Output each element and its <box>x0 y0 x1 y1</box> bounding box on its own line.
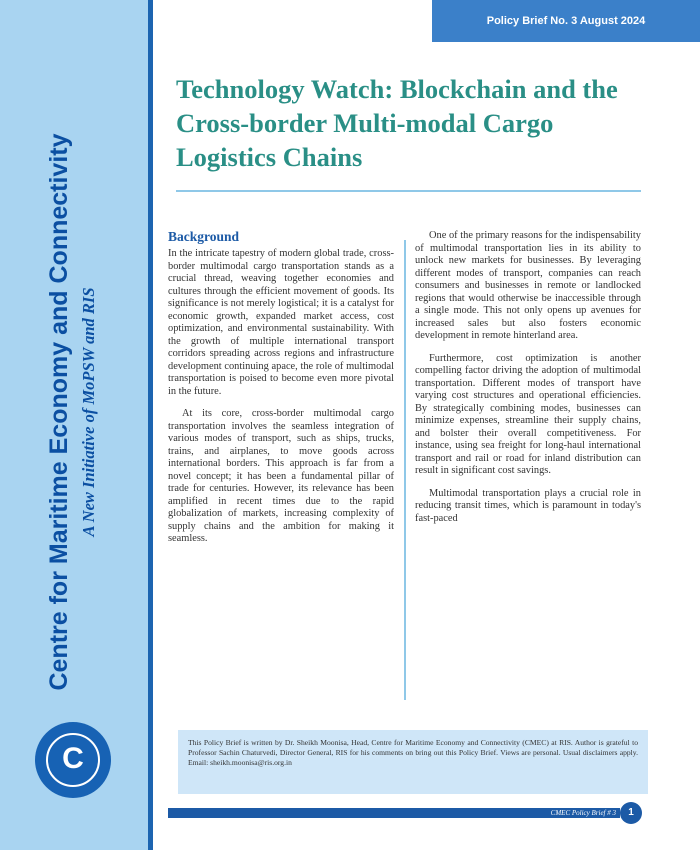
body-paragraph: One of the primary reasons for the indispensability of multimodal transportation lies in its ability to unlock new markets for businesses. By leveraging different modes of transport, companies can reach consumers and businesses in remote or landlocked regions that would otherwise be inaccessible through a single mode. This not only opens up avenues for increased sales but also fosters economic development in remote hinterland area. <box>415 230 641 341</box>
body-paragraph: At its core, cross-border multimodal cargo transportation involves the seamless integration of various modes of transport, such as ships, trucks, trains, and airplanes, to move goods across international borders. This approach is far from a novel concept; it has been a fundamental pillar of trade for centuries. However, its relevance has been amplified in recent times due to the rapid globalization of markets, increasing complexity of supply chains and the ambition for making it seamless. <box>168 408 394 544</box>
vertical-masthead <box>44 82 100 742</box>
right-column <box>415 230 641 705</box>
policy-brief-tab: Policy Brief No. 3 August 2024 <box>432 0 700 42</box>
title-divider <box>176 190 641 192</box>
body-paragraph: Multimodal transportation plays a crucial role in reducing transit times, which is paramount in today's fast-paced <box>415 487 641 524</box>
left-column <box>168 230 394 705</box>
page-number: 1 <box>620 802 642 824</box>
centre-name: Centre for Maritime Economy and Connectivity <box>45 133 73 691</box>
author-footnote: This Policy Brief is written by Dr. Sheikh Moonisa, Head, Centre for Maritime Economy and Connectivity (CMEC) at RIS. Author is grateful to Professor Sachin Chaturvedi, Director General, RIS for his comments on bring out this Policy Brief. Views are personal. Usual disclaimers apply. Email: sheikh.moonisa@ris.org.in <box>178 730 648 794</box>
sidebar-divider <box>148 0 153 850</box>
background-heading: Background <box>168 229 240 244</box>
centre-tagline: A New Initiative of MoPSW and RIS <box>79 287 98 537</box>
body-paragraph: In the intricate tapestry of modern global trade, cross-border multimodal cargo transportation stands as a crucial thread, weaving together economies and cultures through the efficient movement of goods. Its significance is not merely logistical; it is a catalyst for economic growth, expanded market access, cost optimization, and environmental sustainability. With the growth of multiple international transport corridors spreading across regions and infrastructure development continuing apace, the role of multimodal transportation is poised to become even more pivotal in the future. <box>168 248 394 397</box>
logo-letter: C <box>62 742 84 775</box>
column-divider <box>404 240 406 700</box>
document-title: Technology Watch: Blockchain and the Cross-border Multi-modal Cargo Logistics Chains <box>176 74 618 172</box>
body-paragraph: Furthermore, cost optimization is another compelling factor driving the adoption of multimodal transportation. Different modes of transport have varying cost structures and operational efficiencies. By strategically combining modes, businesses can minimize expenses, streamline their supply chains, and bolster their overall competitiveness. For instance, using sea freight for long-haul international transport and rail or road for inland distribution can result in significant cost savings. <box>415 352 641 476</box>
cmec-logo-icon <box>35 722 111 798</box>
footer-label: CMEC Policy Brief # 3 <box>550 809 616 817</box>
